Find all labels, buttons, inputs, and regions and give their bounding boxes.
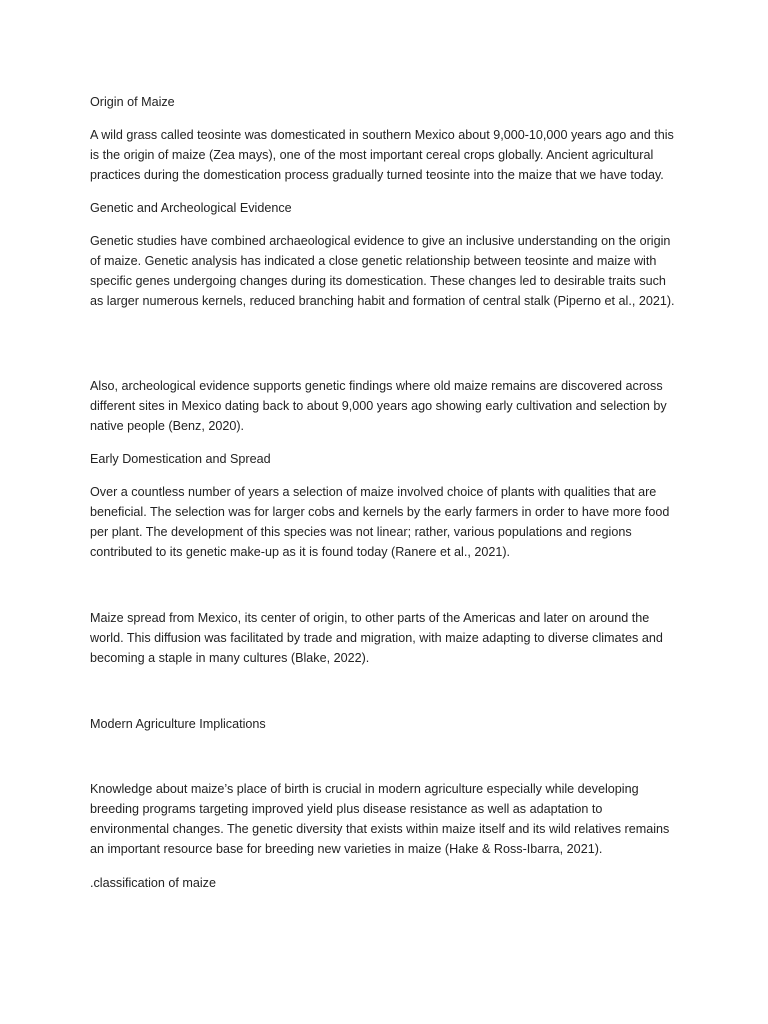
heading-origin-of-maize: Origin of Maize	[90, 95, 175, 109]
heading-genetic-evidence: Genetic and Archeological Evidence	[90, 201, 292, 215]
paragraph-origin: A wild grass called teosinte was domesticated in southern Mexico about 9,000-10,000 years ago and this is the origin of maize (Zea mays), one of the most important cereal crops globally. Ancient agricultural practices during the domestication process gradually turned teosinte into the maize that we have today.	[90, 128, 674, 182]
paragraph-modern-implications: Knowledge about maize’s place of birth is crucial in modern agriculture especially while developing breeding programs targeting improved yield plus disease resistance as well as adaptation to environmental changes. The genetic diversity that exists within maize itself and its wild relatives remains an important resource base for breeding new varieties in maize (Hake & Ross-Ibarra, 2021).	[90, 782, 670, 856]
heading-early-domestication: Early Domestication and Spread	[90, 452, 271, 466]
paragraph-selection: Over a countless number of years a selection of maize involved choice of plants with qualities that are beneficial. The selection was for larger cobs and kernels by the early farmers in order to have more food per plant. The development of this species was not linear; rather, various populations and regions contributed to its genetic make-up as it is found today (Ranere et al., 2021).	[90, 485, 670, 559]
paragraph-spread: Maize spread from Mexico, its center of origin, to other parts of the Americas and later on around the world. This diffusion was facilitated by trade and migration, with maize adapting to diverse climates and becoming a staple in many cultures (Blake, 2022).	[90, 611, 663, 665]
paragraph-archeological-evidence: Also, archeological evidence supports genetic findings where old maize remains are discovered across different sites in Mexico dating back to about 9,000 years ago showing early cultivation and selection by native people (Benz, 2020).	[90, 379, 667, 433]
heading-classification-of-maize: .classification of maize	[90, 876, 216, 890]
heading-modern-agriculture: Modern Agriculture Implications	[90, 717, 266, 731]
paragraph-genetic-studies: Genetic studies have combined archaeological evidence to give an inclusive understanding on the origin of maize. Genetic analysis has indicated a close genetic relationship between teosinte and maize with specific genes undergoing changes during its domestication. These changes led to desirable traits such as larger numerous kernels, reduced branching habit and formation of central stalk (Piperno et al., 2021).	[90, 234, 675, 308]
